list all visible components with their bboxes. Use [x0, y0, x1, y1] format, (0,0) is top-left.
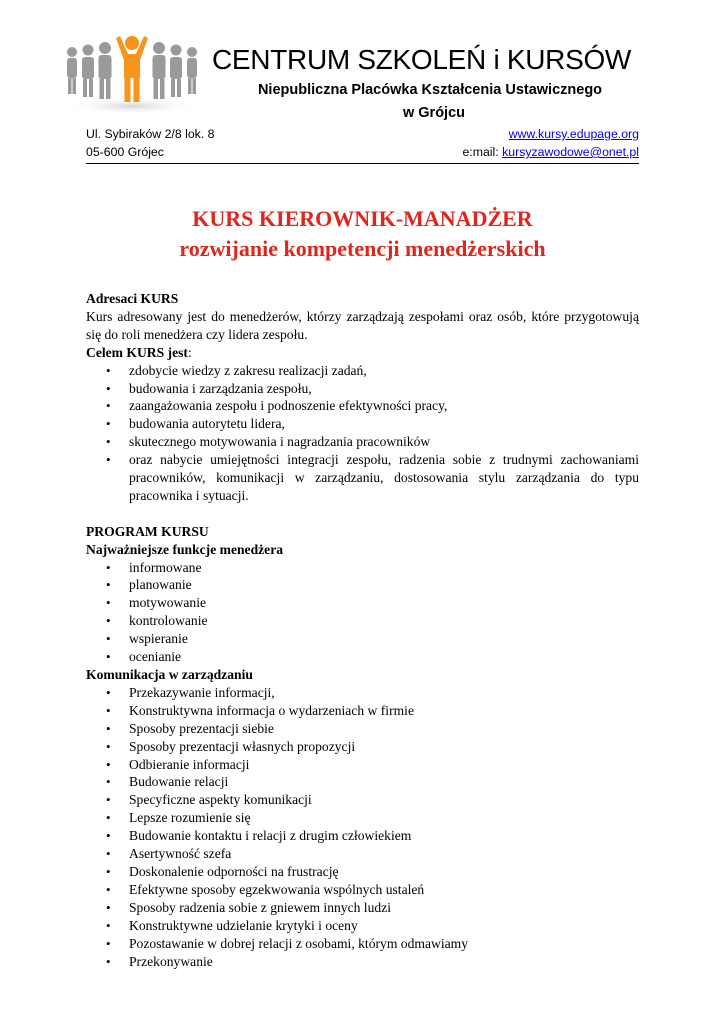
list-item: [106, 397, 639, 415]
website-link[interactable]: www.kursy.edupage.org: [508, 127, 639, 141]
org-subtitle-line1: Niepubliczna Placówka Kształcenia Ustawicznego: [257, 82, 603, 98]
list-item: [106, 863, 639, 881]
list-item-text: Przekonywanie: [129, 953, 213, 969]
list-item-text: Pozostawanie w dobrej relacji z osobami, którym odmawiamy: [129, 935, 469, 951]
list-item-text: Konstruktywna informacja o wydarzeniach w firmie: [129, 702, 414, 718]
bullet-icon: •: [106, 935, 111, 951]
org-name: CENTRUM SZKOLEŃ i KURSÓW: [212, 44, 632, 75]
functions-heading: Najważniejsze funkcje menedżera: [86, 541, 284, 557]
list-item-text: Sposoby prezentacji siebie: [129, 720, 274, 736]
list-item-text: skutecznego motywowania i nagradzania pracowników: [129, 434, 431, 450]
email-row: [462, 145, 639, 159]
list-item-text: Budowanie relacji: [129, 774, 229, 790]
logo-people-icon: [62, 34, 202, 116]
goal-colon: :: [187, 344, 192, 360]
list-item: [106, 380, 639, 398]
list-item: [106, 648, 639, 666]
list-item-text: ocenianie: [129, 649, 182, 665]
list-item-text: Lepsze rozumienie się: [129, 810, 251, 826]
list-item: [106, 809, 639, 827]
list-item-text: budowania i zarządzania zespołu,: [129, 380, 312, 396]
list-item-text: Efektywne sposoby egzekwowania wspólnych ustaleń: [129, 881, 425, 897]
list-item: [106, 684, 639, 702]
list-item-text: Sposoby prezentacji własnych propozycji: [129, 738, 356, 754]
list-item: [106, 630, 639, 648]
list-item: [106, 433, 639, 451]
bullet-icon: •: [106, 917, 111, 933]
bullet-icon: •: [106, 774, 111, 790]
list-item: [106, 845, 639, 863]
communication-list: [86, 684, 639, 971]
addressees-text: Kurs adresowany jest do menedżerów, którzy zarządzają zespołami oraz osób, które przygotowują się do roli menedżera czy lidera zespołu.: [86, 308, 639, 342]
bullet-icon: •: [106, 899, 111, 915]
list-item-text: Odbieranie informacji: [129, 756, 250, 772]
bullet-icon: •: [106, 863, 111, 879]
addressees-heading: Adresaci KURS: [86, 291, 179, 306]
list-item-text: wspieranie: [129, 631, 188, 647]
list-item-text: planowanie: [129, 577, 192, 593]
list-item: [106, 594, 639, 612]
list-item-text: Budowanie kontaktu i relacji z drugim człowiekiem: [129, 828, 412, 844]
bullet-icon: •: [106, 792, 111, 808]
list-item: [106, 720, 639, 738]
program-heading: PROGRAM KURSU: [86, 523, 209, 539]
bullet-icon: •: [106, 720, 111, 736]
list-item: [106, 415, 639, 433]
list-item: [106, 917, 639, 935]
list-item-text: Specyficzne aspekty komunikacji: [129, 792, 312, 808]
bullet-icon: •: [106, 684, 111, 700]
bullet-icon: •: [106, 810, 111, 826]
goal-heading-row: [86, 344, 639, 362]
list-item: [106, 702, 639, 720]
bullet-icon: •: [106, 881, 111, 897]
header-divider: [86, 163, 639, 164]
bullet-icon: •: [106, 649, 111, 665]
list-item: [106, 451, 639, 505]
list-item: [106, 362, 639, 380]
bullet-icon: •: [106, 702, 111, 718]
bullet-icon: •: [106, 380, 111, 396]
list-item: [106, 576, 639, 594]
list-item: [106, 791, 639, 809]
bullet-icon: •: [106, 398, 111, 414]
list-item: [106, 827, 639, 845]
course-subtitle: rozwijanie kompetencji menedżerskich: [179, 236, 546, 261]
list-item: [106, 881, 639, 899]
list-item-text: Sposoby radzenia sobie z gniewem innych ludzi: [129, 899, 391, 915]
list-item-text: motywowanie: [129, 595, 207, 611]
document-body: [86, 290, 639, 970]
bullet-icon: •: [106, 613, 111, 629]
email-label: e:mail:: [462, 145, 503, 159]
bullet-icon: •: [106, 953, 111, 969]
list-item-text: budowania autorytetu lidera,: [129, 416, 285, 432]
bullet-icon: •: [106, 559, 111, 575]
list-item: [106, 953, 639, 971]
list-item-text: kontrolowanie: [129, 613, 208, 629]
address-line1: Ul. Sybiraków 2/8 lok. 8: [86, 127, 215, 141]
list-item: [106, 899, 639, 917]
list-item-text: Konstruktywne udzielanie krytyki i oceny: [129, 917, 358, 933]
list-item-text: zdobycie wiedzy z zakresu realizacji zadań,: [129, 362, 367, 378]
list-item-text: Doskonalenie odporności na frustrację: [129, 863, 339, 879]
list-item: [106, 612, 639, 630]
list-item: [106, 756, 639, 774]
list-item: [106, 773, 639, 791]
goal-list: [86, 362, 639, 505]
list-item: [106, 738, 639, 756]
bullet-icon: •: [106, 416, 111, 432]
bullet-icon: •: [106, 828, 111, 844]
list-item-text: zaangażowania zespołu i podnoszenie efektywności pracy,: [129, 398, 448, 414]
bullet-icon: •: [106, 738, 111, 754]
communication-heading: Komunikacja w zarządzaniu: [86, 667, 253, 683]
list-item-text: Przekazywanie informacji,: [129, 684, 275, 700]
bullet-icon: •: [106, 756, 111, 772]
org-subtitle-line2: w Grójcu: [402, 105, 466, 121]
address-line2: 05-600 Grójec: [86, 145, 164, 159]
bullet-icon: •: [106, 846, 111, 862]
list-item-text: oraz nabycie umiejętności integracji zespołu, radzenia sobie z trudnymi zachowaniami pracowników, komunikacji w zarządzaniu, dostosowania stylu zarządzania do typu pracownika i sytuacji.: [129, 452, 639, 503]
functions-list: [86, 559, 639, 666]
list-item: [106, 935, 639, 953]
course-title: KURS KIEROWNIK-MANADŻER: [192, 206, 533, 231]
list-item: [106, 559, 639, 577]
bullet-icon: •: [106, 595, 111, 611]
bullet-icon: •: [106, 452, 111, 468]
bullet-icon: •: [106, 362, 111, 378]
bullet-icon: •: [106, 434, 111, 450]
email-link[interactable]: kursyzawodowe@onet.pl: [502, 145, 639, 159]
bullet-icon: •: [106, 577, 111, 593]
list-item-text: Asertywność szefa: [129, 846, 232, 862]
goal-heading: Celem KURS jest: [86, 344, 188, 360]
bullet-icon: •: [106, 631, 111, 647]
list-item-text: informowane: [129, 559, 202, 575]
